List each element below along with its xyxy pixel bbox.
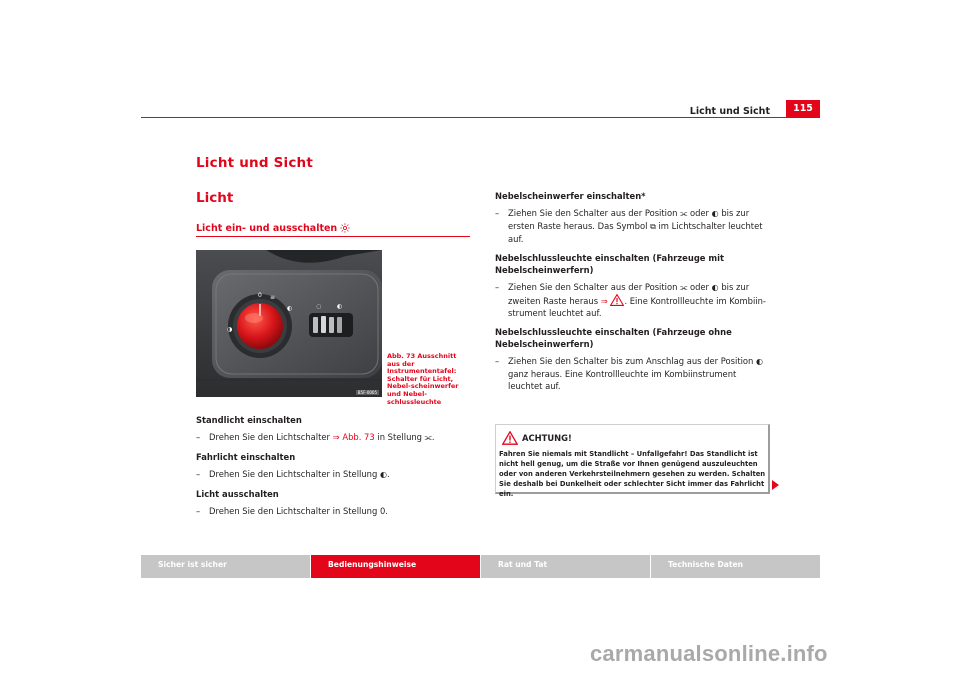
low-beam-icon: ◐ <box>711 209 719 218</box>
warning-triangle-icon <box>502 431 518 445</box>
step-dash: – <box>495 282 500 292</box>
svg-text:◌: ◌ <box>316 303 322 310</box>
watermark: carmanualsonline.info <box>590 641 828 666</box>
warning-title-text: ACHTUNG! <box>522 433 572 443</box>
running-header-title: Licht und Sicht <box>689 106 770 117</box>
low-beam-icon: ◐ <box>379 470 387 479</box>
step-dash: – <box>495 356 500 366</box>
ausschalten-step: – Drehen Sie den Lichtschalter in Stellung 0. <box>196 506 388 516</box>
standlicht-step: – Drehen Sie den Lichtschalter ⇒ Abb. 73 in Stellung ⫘. <box>196 432 435 442</box>
right-column <box>495 190 770 399</box>
light-switch-figure <box>196 250 382 397</box>
chapter-title: Licht und Sicht <box>196 155 313 171</box>
nebelscheinwerfer-step: – Ziehen Sie den Schalter aus der Position ⫘ oder ◐ bis zur ersten Raste heraus. Das Symbol ⧉ im Lichtschalter leuchtet auf. <box>495 208 763 244</box>
continue-arrow-icon <box>772 480 779 490</box>
fog-light-icon: ⧉ <box>650 222 656 231</box>
svg-text:≡: ≡ <box>270 294 276 301</box>
nebelschluss-mit-step: – Ziehen Sie den Schalter aus der Position ⫘ oder ◐ bis zur zweiten Raste heraus ⇒ . Eine Kontrollleuchte im Kombiin-strument leuchtet auf. <box>495 282 766 318</box>
tab-bedienungshinweise[interactable]: Bedienungshinweise <box>311 555 480 578</box>
low-beam-icon: ◐ <box>756 357 764 366</box>
warning-reference[interactable]: ⇒ <box>601 296 625 306</box>
warning-text: Fahren Sie niemals mit Standlicht – Unfallgefahr! Das Standlicht ist nicht hell genug, um die Straße vor Ihnen genügend auszuleuchten oder von anderen Verkehrsteilnehmern gesehen zu werden. Schalten Sie deshalb bei Dunkelheit oder schlechter Sicht immer das Fahrlicht ein. <box>499 450 766 498</box>
standlicht-title: Standlicht einschalten <box>196 415 302 425</box>
fahrlicht-step: – Drehen Sie den Lichtschalter in Stellung ◐. <box>196 469 390 479</box>
section-title: Licht <box>196 190 234 206</box>
step-dash: – <box>196 469 201 479</box>
fahrlicht-title: Fahrlicht einschalten <box>196 452 296 462</box>
footer-tabs <box>141 555 820 578</box>
parking-light-icon: ⫘ <box>424 433 432 442</box>
nebelschluss-ohne-step: – Ziehen Sie den Schalter bis zum Anschlag aus der Position ◐ ganz heraus. Eine Kontrollleuchte im Kombiinstrument leuchtet auf. <box>495 356 764 391</box>
figure-reference[interactable]: ⇒ Abb. 73 <box>332 432 375 442</box>
svg-text:◐: ◐ <box>337 303 343 310</box>
header-rule <box>141 117 820 118</box>
subsection-rule <box>196 236 470 237</box>
left-column <box>196 414 471 524</box>
step-dash: – <box>495 208 500 218</box>
subsection-title-text: Licht ein- und ausschalten <box>196 223 338 234</box>
warning-triangle-icon <box>610 294 624 306</box>
parking-light-icon: ⫘ <box>680 209 688 218</box>
figure-code: B5F-0005 <box>357 390 377 395</box>
tab-technische-daten[interactable]: Technische Daten <box>651 555 820 578</box>
nebelschluss-mit-title: Nebelschlussleuchte einschalten (Fahrzeuge mit Nebelscheinwerfern) <box>495 253 725 275</box>
tab-sicher-ist-sicher[interactable]: Sicher ist sicher <box>141 555 310 578</box>
parking-light-icon: ⫘ <box>680 283 688 292</box>
tab-rat-und-tat[interactable]: Rat und Tat <box>481 555 650 578</box>
nebelscheinwerfer-title: Nebelscheinwerfer einschalten* <box>495 191 646 201</box>
subsection-title <box>196 223 350 234</box>
figure-caption: Abb. 73 Ausschnitt aus der Instrumententafel: Schalter für Licht, Nebel-scheinwerfer und Nebel-schlussleuchte <box>387 352 459 406</box>
step-dash: – <box>196 432 201 442</box>
light-switch-illustration <box>196 250 382 397</box>
step-dash: – <box>196 506 201 516</box>
nebelschluss-ohne-title: Nebelschlussleuchte einschalten (Fahrzeuge ohne Nebelscheinwerfern) <box>495 327 732 349</box>
warning-box <box>495 424 770 498</box>
low-beam-icon: ◐ <box>711 283 719 292</box>
svg-text:◑: ◑ <box>227 326 233 333</box>
svg-text:0: 0 <box>258 292 262 299</box>
svg-text:◐: ◐ <box>287 305 293 312</box>
warning-title <box>502 431 572 445</box>
page-number: 115 <box>786 100 820 117</box>
sun-icon <box>340 223 350 233</box>
ausschalten-title: Licht ausschalten <box>196 489 279 499</box>
